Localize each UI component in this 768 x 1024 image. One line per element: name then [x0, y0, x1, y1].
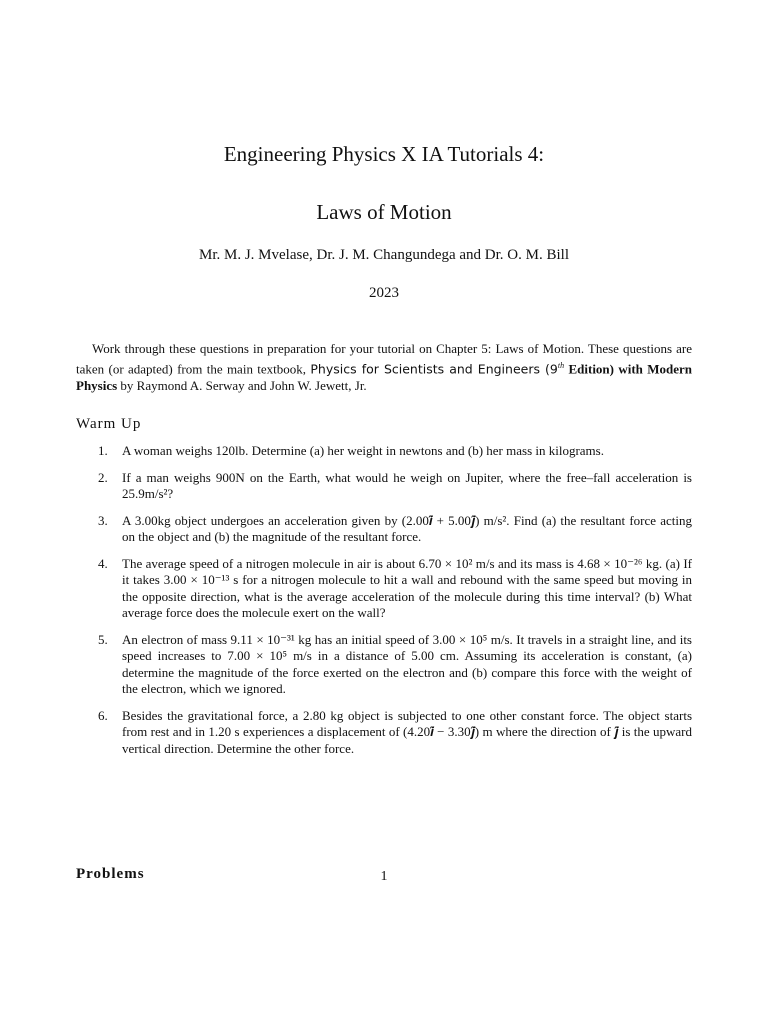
question-item	[98, 632, 692, 698]
question-number: 5.	[98, 631, 108, 647]
question-number: 4.	[98, 555, 108, 571]
question-item	[98, 556, 692, 622]
question-number: 1.	[98, 443, 108, 458]
question-number: 2.	[98, 469, 108, 485]
edition-superscript: th	[557, 361, 565, 370]
question-item	[98, 708, 692, 758]
document-subtitle: Laws of Motion	[316, 200, 452, 224]
page-number: 1	[380, 869, 388, 884]
intro-paragraph	[76, 340, 692, 394]
warmup-heading: Warm Up	[76, 416, 142, 432]
question-text: If a man weighs 900N on the Earth, what would he weigh on Jupiter, where the free–fall acceleration is 25.9m/s²?	[122, 469, 692, 501]
question-number: 6.	[98, 707, 108, 723]
intro-text: Work through these questions in preparation for your tutorial on Chapter 5: Laws of Motion. These questions are taken (or adapted) from the main textbook, Physics for Scientists and Engineers (9th Edition) with Modern Physics by Raymond A. Serway and John W. Jewett, Jr.	[76, 341, 693, 394]
question-text: A woman weighs 120lb. Determine (a) her weight in newtons and (b) her mass in kilograms.	[122, 443, 604, 458]
question-number: 3.	[98, 512, 108, 528]
question-text: Besides the gravitational force, a 2.80 kg object is subjected to one other constant force. The object starts from rest and in 1.20 s experiences a displacement of (4.20𝒊̂ − 3.30𝒋̂) m where the direction of 𝒋̂ is the upward vertical direction. Determine the other force.	[122, 707, 692, 756]
book-title: Physics for Scientists and Engineers	[310, 361, 540, 377]
question-item	[98, 443, 692, 460]
document-title: Engineering Physics X IA Tutorials 4:	[223, 142, 545, 166]
year: 2023	[369, 285, 399, 301]
question-text: A 3.00kg object undergoes an acceleration given by (2.00𝒊̂ + 5.00𝒋̂) m/s². Find (a) the resultant force acting on the object and (b) the magnitude of the resultant force.	[122, 512, 692, 544]
warmup-question-list	[98, 443, 692, 767]
question-item	[98, 470, 692, 503]
question-item	[98, 513, 692, 546]
problems-heading: Problems	[76, 866, 145, 882]
question-text: The average speed of a nitrogen molecule in air is about 6.70 × 10² m/s and its mass is 4.68 × 10⁻²⁶ kg. (a) If it takes 3.00 × 10⁻¹³ s for a nitrogen molecule to hit a wall and rebound with the same speed but moving in the opposite direction, what is the average acceleration of the molecule during this time interval? (b) What average force does the molecule exert on the wall?	[122, 555, 692, 620]
question-text: An electron of mass 9.11 × 10⁻³¹ kg has an initial speed of 3.00 × 10⁵ m/s. It travels in a straight line, and its speed increases to 7.00 × 10⁵ m/s in a distance of 5.00 cm. Assuming its acceleration is constant, (a) determine the magnitude of the force exerted on the electron and (b) compare this force with the weight of the electron, which we ignored.	[122, 631, 692, 696]
authors: Mr. M. J. Mvelase, Dr. J. M. Changundega and Dr. O. M. Bill	[199, 247, 569, 263]
